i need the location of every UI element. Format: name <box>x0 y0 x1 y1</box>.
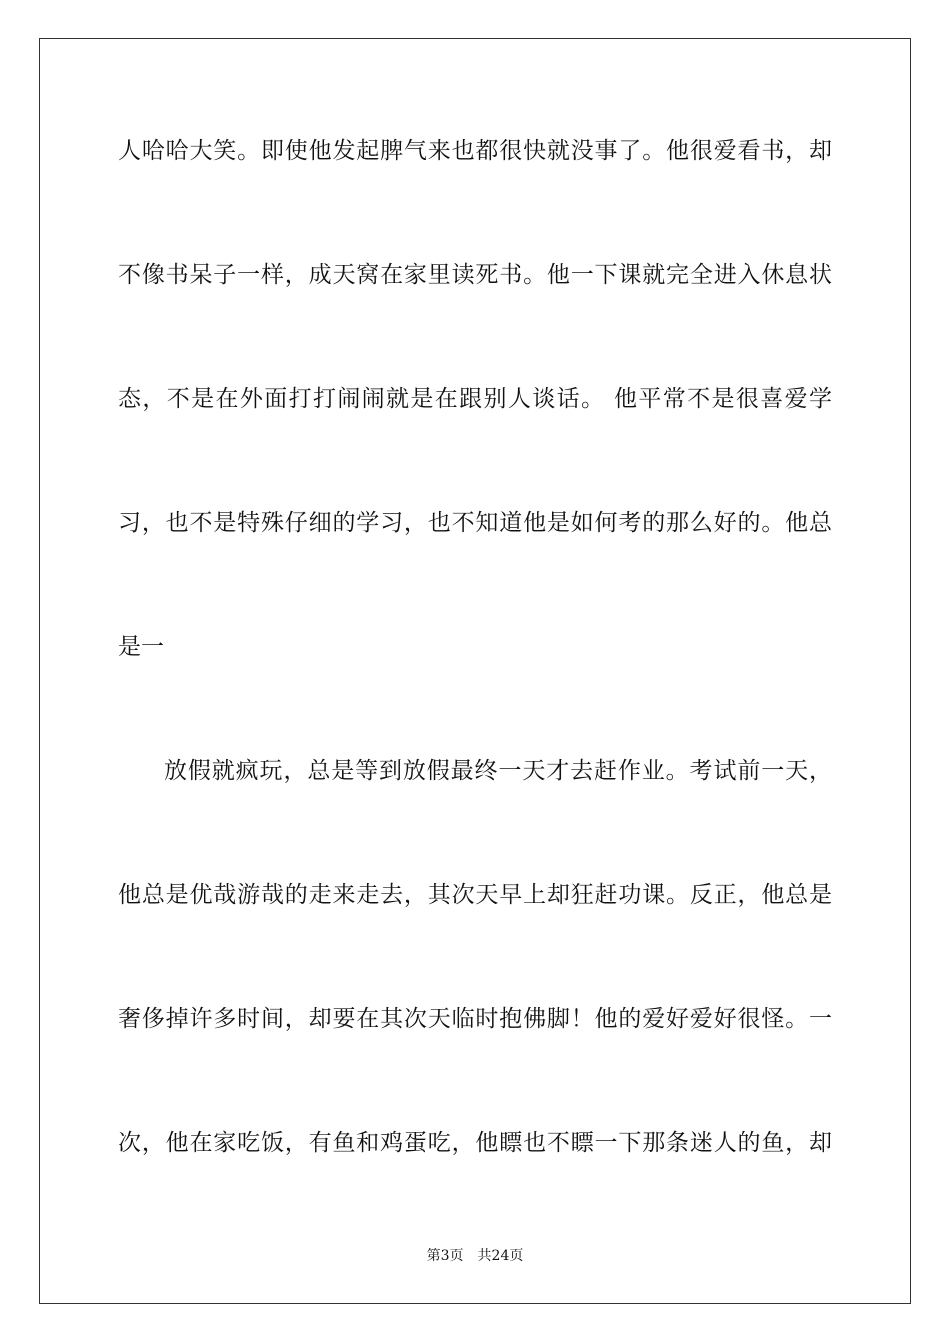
body-text-line-9: 次，他在家吃饭，有鱼和鸡蛋吃，他瞟也不瞟一下那条迷人的鱼，却 <box>118 1130 832 1156</box>
body-text-line-3: 态，不是在外面打打闹闹就是在跟别人谈话。 他平常不是很喜爱学 <box>118 386 832 412</box>
body-text-line-1: 人哈哈大笑。即使他发起脾气来也都很快就没事了。他很爱看书，却 <box>118 138 832 164</box>
body-text-line-7: 他总是优哉游哉的走来走去，其次天早上却狂赶功课。反正，他总是 <box>118 882 832 908</box>
paragraph-first-line: 放假就疯玩，总是等到放假最终一天才去赶作业。考试前一天， <box>164 758 832 784</box>
body-text-line-4: 习，也不是特殊仔细的学习，也不知道他是如何考的那么好的。他总 <box>118 510 832 536</box>
page-number: 第3页 <box>426 1248 464 1264</box>
page-total: 共24页 <box>477 1248 524 1264</box>
body-text-line-5: 是一 <box>118 634 164 660</box>
body-text-line-2: 不像书呆子一样，成天窝在家里读死书。他一下课就完全进入休息状 <box>118 262 832 288</box>
body-text-line-8: 奢侈掉许多时间，却要在其次天临时抱佛脚！他的爱好爱好很怪。一 <box>118 1006 832 1032</box>
page-border <box>39 38 911 1304</box>
page-footer <box>0 1246 950 1266</box>
